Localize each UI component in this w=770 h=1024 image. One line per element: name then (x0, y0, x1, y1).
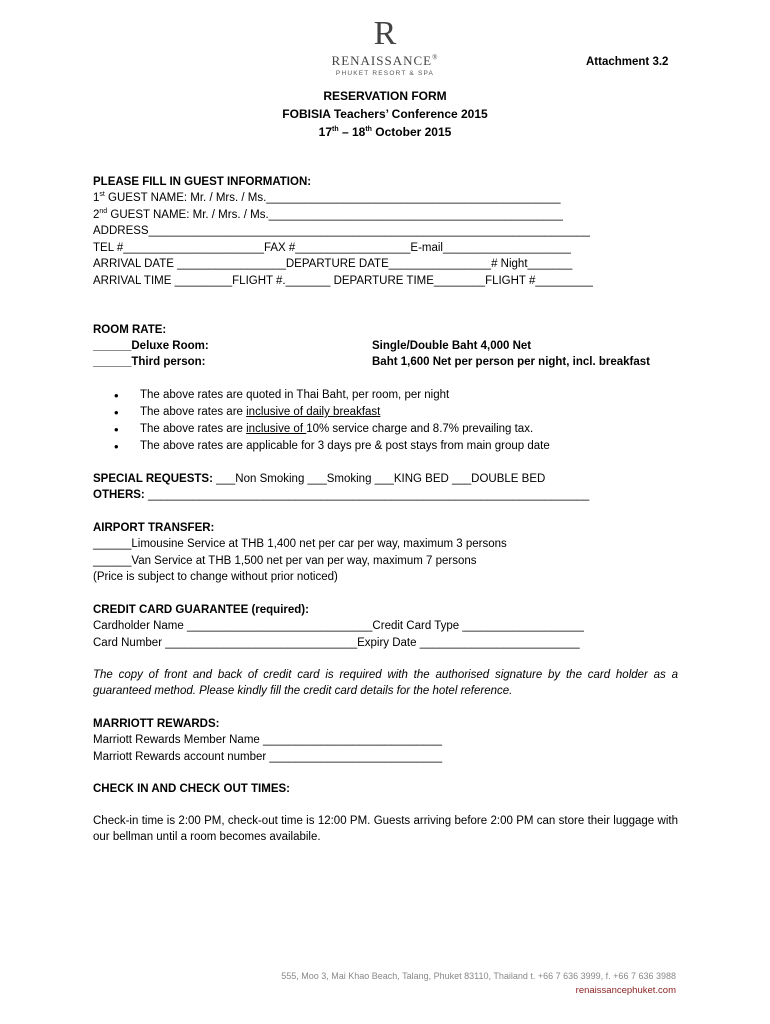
guest2-number: 2 (93, 209, 100, 221)
van-option[interactable]: ______Van Service at THB 1,500 net per van per way, maximum 7 persons (93, 555, 477, 567)
conference-dates (0, 125, 770, 139)
airport-transfer-heading: AIRPORT TRANSFER: (93, 522, 215, 534)
third-person-price: Baht 1,600 Net per person per night, incl. breakfast (372, 356, 650, 368)
rate-note-text: The above rates are (140, 406, 247, 418)
special-requests-options: ___Non Smoking ___Smoking ___KING BED ___DOUBLE BED (212, 473, 546, 485)
date-end-suffix: th (365, 126, 372, 133)
rate-note-underlined: inclusive of (246, 423, 307, 435)
guest-info-heading: PLEASE FILL IN GUEST INFORMATION: (93, 176, 312, 188)
logo-mark: R (373, 15, 397, 52)
guest2-line: GUEST NAME: Mr. / Mrs. / Ms.______________________________________________ (107, 209, 563, 221)
price-note: (Price is subject to change without prior noticed) (93, 571, 338, 583)
logo-name-text: RENAISSANCE (331, 53, 433, 68)
rate-note: • The above rates are applicable for 3 days pre & post stays from main group date (114, 438, 550, 455)
credit-card-note: The copy of front and back of credit card is required with the authorised signature by the card holder as a guaranteed method. Please kindly fill the credit card details for the hotel reference. (93, 669, 678, 698)
marriott-heading: MARRIOTT REWARDS: (93, 718, 220, 730)
third-person-option[interactable]: ______Third person: (93, 356, 206, 368)
date-mid: – 18 (338, 125, 366, 139)
marriott-account-field[interactable]: Marriott Rewards account number ___________________________ (93, 751, 443, 763)
guest2-name-field[interactable] (93, 207, 563, 223)
date-start: 17 (318, 125, 333, 139)
rate-note: • The above rates are quoted in Thai Baht, per room, per night (114, 387, 550, 404)
footer-website-link[interactable]: renaissancephuket.com (575, 985, 676, 996)
rate-note (114, 404, 550, 421)
deluxe-room-option[interactable]: ______Deluxe Room: (93, 340, 209, 352)
limousine-option[interactable]: ______Limousine Service at THB 1,400 net per car per way, maximum 3 persons (93, 538, 507, 550)
check-times-text: Check-in time is 2:00 PM, check-out time is 12:00 PM. Guests arriving before 2:00 PM can store their luggage with our bellman until a room becomes availabile. (93, 815, 678, 844)
rate-note-underlined: inclusive of daily breakfast (246, 406, 381, 418)
registered-mark: ® (432, 53, 439, 62)
logo-subtitle: PHUKET RESORT & SPA (335, 70, 435, 77)
guest2-suffix: nd (99, 208, 108, 216)
card-number-fields[interactable]: Card Number ______________________________Expiry Date _________________________ (93, 637, 580, 649)
date-start-suffix: th (332, 126, 339, 133)
credit-card-heading: CREDIT CARD GUARANTEE (required): (93, 604, 309, 616)
others-line: _____________________________________________________________________ (144, 489, 590, 501)
rate-note (114, 421, 550, 438)
others-label: OTHERS: (93, 489, 145, 501)
others-row[interactable] (93, 487, 589, 503)
special-requests-row[interactable] (93, 471, 545, 487)
guest1-suffix: st (99, 191, 105, 199)
form-title: RESERVATION FORM (323, 89, 447, 103)
date-month: October 2015 (371, 125, 452, 139)
guest1-number: 1 (93, 192, 100, 204)
guest1-name-field[interactable] (93, 190, 561, 206)
contact-fields[interactable]: TEL #______________________FAX #__________________E-mail____________________ (93, 242, 571, 254)
rate-notes-list (114, 387, 550, 455)
rate-note-text: 10% service charge and 8.7% prevailing tax. (306, 423, 534, 435)
dates-fields[interactable]: ARRIVAL DATE _________________DEPARTURE DATE________________# Night_______ (93, 258, 573, 270)
conference-title: FOBISIA Teachers’ Conference 2015 (282, 107, 488, 121)
marriott-member-field[interactable]: Marriott Rewards Member Name ____________________________ (93, 734, 443, 746)
cardholder-fields[interactable]: Cardholder Name _____________________________Credit Card Type ___________________ (93, 620, 584, 632)
attachment-label: Attachment 3.2 (586, 56, 669, 68)
rate-note-text: The above rates are (140, 423, 247, 435)
check-times-heading: CHECK IN AND CHECK OUT TIMES: (93, 783, 290, 795)
logo-name (300, 53, 470, 69)
times-fields[interactable]: ARRIVAL TIME _________FLIGHT #._______ DEPARTURE TIME________FLIGHT #_________ (93, 275, 593, 287)
room-rate-heading: ROOM RATE: (93, 324, 167, 336)
address-field[interactable]: ADDRESS_____________________________________________________________________ (93, 225, 590, 237)
footer-address: 555, Moo 3, Mai Khao Beach, Talang, Phuket 83110, Thailand t. +66 7 636 3999, f. +66 7 636 3988 (281, 971, 676, 981)
deluxe-room-price: Single/Double Baht 4,000 Net (372, 340, 532, 352)
guest1-line: GUEST NAME: Mr. / Mrs. / Ms.______________________________________________ (104, 192, 561, 204)
special-requests-label: SPECIAL REQUESTS: (93, 473, 213, 485)
